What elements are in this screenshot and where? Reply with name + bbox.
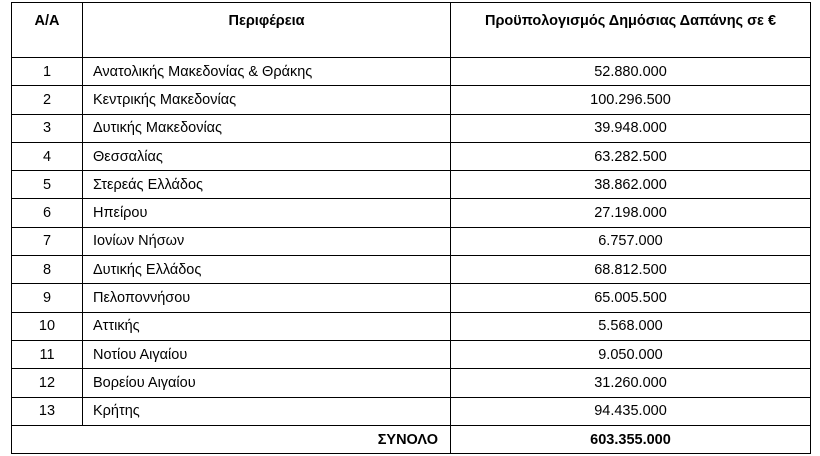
row-number: 2 xyxy=(12,86,83,114)
row-region: Αττικής xyxy=(83,312,451,340)
row-region: Δυτικής Ελλάδος xyxy=(83,256,451,284)
table-row xyxy=(12,171,811,199)
row-number: 5 xyxy=(12,171,83,199)
table-row xyxy=(12,227,811,255)
header-region: Περιφέρεια xyxy=(83,3,451,58)
row-number: 8 xyxy=(12,256,83,284)
total-row xyxy=(12,425,811,453)
row-number: 4 xyxy=(12,142,83,170)
row-region: Βορείου Αιγαίου xyxy=(83,369,451,397)
table-row xyxy=(12,256,811,284)
row-budget: 52.880.000 xyxy=(451,58,811,86)
row-number: 10 xyxy=(12,312,83,340)
row-region: Κρήτης xyxy=(83,397,451,425)
row-region: Στερεάς Ελλάδος xyxy=(83,171,451,199)
row-budget: 94.435.000 xyxy=(451,397,811,425)
table-row xyxy=(12,397,811,425)
table-row xyxy=(12,58,811,86)
row-region: Νοτίου Αιγαίου xyxy=(83,340,451,368)
row-budget: 27.198.000 xyxy=(451,199,811,227)
row-region: Ιονίων Νήσων xyxy=(83,227,451,255)
row-number: 7 xyxy=(12,227,83,255)
row-number: 6 xyxy=(12,199,83,227)
row-budget: 9.050.000 xyxy=(451,340,811,368)
row-region: Ανατολικής Μακεδονίας & Θράκης xyxy=(83,58,451,86)
row-region: Κεντρικής Μακεδονίας xyxy=(83,86,451,114)
row-region: Θεσσαλίας xyxy=(83,142,451,170)
table-row xyxy=(12,369,811,397)
header-aa: Α/Α xyxy=(12,3,83,58)
table-row xyxy=(12,114,811,142)
row-budget: 63.282.500 xyxy=(451,142,811,170)
row-number: 12 xyxy=(12,369,83,397)
table-row xyxy=(12,86,811,114)
total-value: 603.355.000 xyxy=(451,425,811,453)
row-region: Πελοποννήσου xyxy=(83,284,451,312)
row-budget: 31.260.000 xyxy=(451,369,811,397)
budget-table xyxy=(11,2,811,454)
header-row xyxy=(12,3,811,58)
row-budget: 38.862.000 xyxy=(451,171,811,199)
row-budget: 100.296.500 xyxy=(451,86,811,114)
table-row xyxy=(12,340,811,368)
row-budget: 39.948.000 xyxy=(451,114,811,142)
row-budget: 68.812.500 xyxy=(451,256,811,284)
header-budget: Προϋπολογισμός Δημόσιας Δαπάνης σε € xyxy=(451,3,811,58)
table-row xyxy=(12,199,811,227)
row-budget: 5.568.000 xyxy=(451,312,811,340)
table-row xyxy=(12,142,811,170)
table-row xyxy=(12,312,811,340)
row-number: 3 xyxy=(12,114,83,142)
row-region: Ηπείρου xyxy=(83,199,451,227)
row-region: Δυτικής Μακεδονίας xyxy=(83,114,451,142)
row-number: 11 xyxy=(12,340,83,368)
total-label: ΣΥΝΟΛΟ xyxy=(12,425,451,453)
row-number: 9 xyxy=(12,284,83,312)
row-number: 13 xyxy=(12,397,83,425)
table-row xyxy=(12,284,811,312)
row-budget: 65.005.500 xyxy=(451,284,811,312)
row-number: 1 xyxy=(12,58,83,86)
row-budget: 6.757.000 xyxy=(451,227,811,255)
